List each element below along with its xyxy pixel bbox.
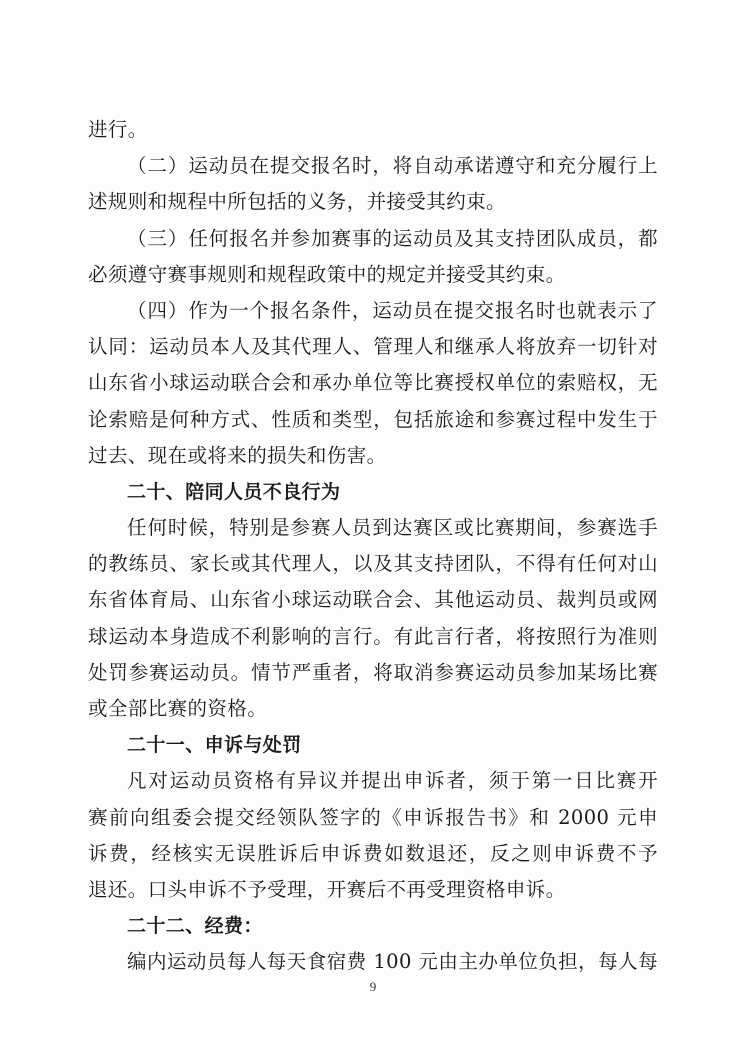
text-line: 论索赔是何种方式、性质和类型，包括旅途和参赛过程中发生于 bbox=[88, 407, 658, 431]
text-line: 赛前向组委会提交经领队签字的《申诉报告书》和 2000 元申 bbox=[88, 805, 658, 829]
text-line: 进行。 bbox=[88, 118, 148, 141]
text-line: 必须遵守赛事规则和规程政策中的规定并接受其约束。 bbox=[88, 262, 566, 286]
text-line: 认同：运动员本人及其代理人、管理人和继承人将放弃一切针对 bbox=[88, 335, 658, 359]
text-line: 的教练员、家长或其代理人，以及其支持团队，不得有任何对山 bbox=[88, 552, 658, 576]
text-line: 过去、现在或将来的损失和伤害。 bbox=[88, 443, 387, 467]
text-line: 山东省小球运动联合会和承办单位等比赛授权单位的索赔权，无 bbox=[88, 371, 658, 395]
text-line: （三）任何报名并参加赛事的运动员及其支持团队成员，都 bbox=[127, 226, 658, 250]
text-line: 东省体育局、山东省小球运动联合会、其他运动员、裁判员或网 bbox=[88, 588, 658, 612]
text-line: 处罚参赛运动员。情节严重者，将取消参赛运动员参加某场比赛 bbox=[88, 660, 658, 684]
section-heading: 二十一、申诉与处罚 bbox=[127, 734, 302, 757]
page-number: 9 bbox=[369, 979, 377, 994]
text-line: 述规则和规程中所包括的义务，并接受其约束。 bbox=[88, 190, 506, 214]
text-line: 诉费，经核实无误胜诉后申诉费如数退还，反之则申诉费不予 bbox=[88, 841, 658, 865]
text-line: 球运动本身造成不利影响的言行。有此言行者，将按照行为准则 bbox=[88, 624, 658, 648]
text-line: 退还。口头申诉不予受理，开赛后不再受理资格申诉。 bbox=[88, 877, 566, 901]
document-body bbox=[88, 112, 658, 981]
text-line: （二）运动员在提交报名时，将自动承诺遵守和充分履行上 bbox=[127, 154, 658, 178]
text-line: 凡对运动员资格有异议并提出申诉者，须于第一日比赛开 bbox=[127, 769, 658, 793]
text-line: 或全部比赛的资格。 bbox=[88, 697, 268, 720]
text-line: 编内运动员每人每天食宿费 100 元由主办单位负担，每人每 bbox=[127, 950, 658, 974]
section-heading: 二十二、经费： bbox=[127, 915, 263, 938]
text-line: 任何时候，特别是参赛人员到达赛区或比赛期间，参赛选手 bbox=[127, 516, 658, 540]
text-line: （四）作为一个报名条件，运动员在提交报名时也就表示了 bbox=[127, 298, 658, 322]
section-heading: 二十、陪同人员不良行为 bbox=[127, 480, 341, 503]
